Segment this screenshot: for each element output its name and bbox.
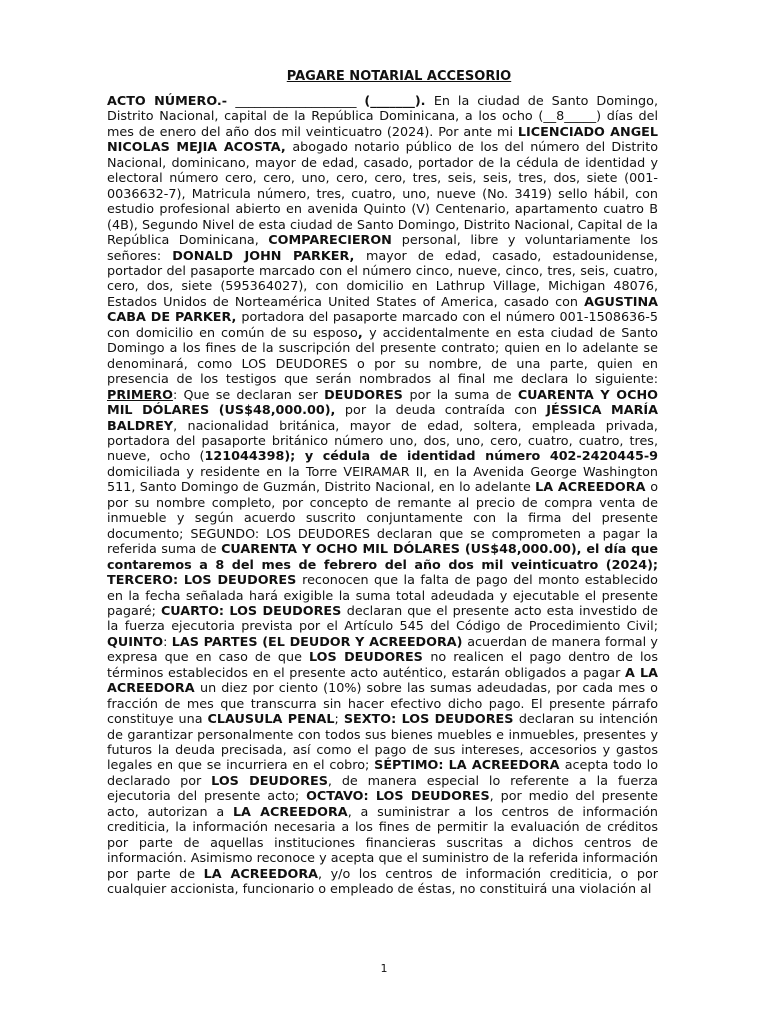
text-run: acuerdan de manera formal y expresa que en caso de que (107, 634, 658, 666)
bold-text-run: LICENCIADO ANGEL NICOLAS MEJIA ACOSTA, (107, 124, 658, 156)
text-run: portadora del pasaporte marcado con el número 001-1508636-5 con domicilio en común de su esposo (107, 310, 658, 341)
text-run: domiciliada y residente en la Torre VEIRAMAR II, en la Avenida George Washington 511, Santo Domingo de Guzmán, Distrito Nacional, en lo adelante (107, 464, 658, 496)
bold-text-run: LOS DEUDORES (211, 773, 328, 789)
bold-text-run: PRIMERO (107, 387, 173, 403)
text-run: declaran que el presente acto esta investido de la fuerza ejecutoria prevista por el Artículo 545 del Código de Procedimiento Civil; (107, 603, 659, 635)
bold-text-run: CUARTO: LOS DEUDORES (160, 603, 347, 619)
bold-text-run: ACTO NÚMERO.- (107, 94, 236, 109)
text-run: , y/o los centros de información crediticia, o por cualquier accionista, funcionario o empleado de éstas, no constituirá una violación al (107, 866, 658, 898)
text-run: acepta todo lo declarado por (107, 758, 658, 789)
text-run: un diez por ciento (10%) sobre las sumas adeudadas, por cada mes o fracción de mes que transcurra sin hacer efectivo dicho pago. El presente párrafo constituye una (107, 681, 658, 728)
bold-text-run: QUINTO (107, 634, 164, 650)
text-run: , de manera especial lo referente a la fuerza ejecutoria del presente acto; (107, 773, 658, 805)
bold-text-run: DONALD JOHN PARKER, (172, 248, 366, 264)
bold-text-run: LA ACREEDORA (232, 804, 348, 820)
text-run: personal, libre y voluntariamente los señores: (107, 233, 658, 264)
bold-text-run: CLAUSULA PENAL (207, 712, 335, 728)
text-run: abogado notario público de los del número del Distrito Nacional, dominicano, mayor de edad, casado, portador de la cédula de identidad y electoral número cero, cero, uno, cero, cero, tres, seis, seis, tres, dos, siete (001-0036632-7), Matricula número, tres, cuatro, uno, nueve (No. 3419) sello hábil, con estudio profesional abierto en avenida Quinto (V) Centenario, apartamento cuatro B (4B), Segundo Nivel de esta ciudad de Santo Domingo, Distrito Nacional, Capital de la República Dominicana, (107, 140, 658, 249)
document-body (107, 94, 658, 898)
bold-text-run: DEUDORES (324, 387, 410, 403)
bold-text-run: LAS PARTES (EL DEUDOR Y ACREEDORA) (171, 634, 468, 650)
text-run: , nacionalidad británica, mayor de edad, soltera, empleada privada, portadora del pasaporte británico número uno, dos, uno, cero, cuatro, cuatro, tres, nueve, ocho ( (107, 418, 658, 465)
text-run: : (163, 634, 172, 650)
bold-text-run: 121044398); y cédula de identidad número 402-2420445-9 (204, 449, 658, 465)
bold-text-run: LA ACREEDORA (535, 480, 651, 496)
text-run: En la ciudad de Santo Domingo, Distrito Nacional, capital de la República Dominicana, a los ocho (__8_____) días del mes de enero del año dos mil veinticuatro (2024). Por ante mi (107, 94, 658, 140)
text-run: declaran su intención de garantizar personalmente con todos sus bienes muebles e inmuebles, presentes y futuros la deuda precisada, así como el pago de sus intereses, accesorios y gastos legales en que se incurriera en el cobro; (107, 712, 658, 774)
text-run: reconocen que la falta de pago del monto establecido en la fecha señalada hará exigible la suma total adeudada y ejecutable el presente pagaré; (107, 573, 658, 619)
text-run: o por su nombre completo, por concepto de remante al precio de compra venta de inmueble y según acuerdo suscrito conjuntamente con la firma del presente documento; SEGUNDO: LOS DEUDORES declaran que se comprometen a pagar la referida suma de (107, 480, 658, 558)
document-title: PAGARE NOTARIAL ACCESORIO (286, 69, 512, 84)
bold-text-run: CUARENTA Y OCHO MIL DÓLARES (US$48,000.00), el día que contaremos a 8 del mes de febrero del año dos mil veinticuatro (2024); TERCERO: LOS DEUDORES (107, 542, 658, 589)
text-run: y accidentalmente en esta ciudad de Santo Domingo a los fines de la suscripción del presente contrato; quien en lo adelante se denominará, como LOS DEUDORES o por su nombre, de una parte, quien en presencia de los testigos que serán nombrados al final me declara lo siguiente: (107, 325, 658, 388)
bold-text-run: , (357, 325, 370, 341)
bold-text-run: OCTAVO: LOS DEUDORES (306, 789, 490, 805)
text-run: ___________________ (235, 94, 365, 109)
bold-text-run: LOS DEUDORES (308, 650, 431, 666)
text-run: : Que se declaran ser (172, 387, 325, 403)
text-run: por la deuda contraída con (344, 403, 547, 419)
bold-text-run: COMPARECIERON (268, 233, 402, 249)
bold-text-run: AGUSTINA CABA DE PARKER, (107, 294, 658, 326)
bold-text-run: A LA ACREEDORA (107, 665, 658, 697)
bold-text-run: JÉSSICA MARÍA BALDREY (107, 403, 658, 434)
bold-text-run: (_______). (364, 94, 434, 109)
bold-text-run: LA ACREEDORA (203, 866, 319, 882)
bold-text-run: SÉPTIMO: LA ACREEDORA (374, 758, 565, 774)
text-run: mayor de edad, casado, estadounidense, portador del pasaporte marcado con el número cinco, nueve, cinco, tres, seis, cuatro, cero, dos, siete (595364027), con domicilio en Lathrup Village, Michigan 48076, Estados Unidos de Norteamérica United States of America, casado con (107, 248, 658, 310)
text-run: no realicen el pago dentro de los términos establecidos en el presente acto auténtico, estarán obligados a pagar (107, 650, 658, 681)
bold-text-run: CUARENTA Y OCHO MIL DÓLARES (US$48,000.00), (107, 387, 658, 419)
page-number: 1 (380, 962, 388, 975)
bold-text-run: SEXTO: LOS DEUDORES (343, 712, 519, 728)
text-run: ; (334, 712, 344, 728)
text-run: por la suma de (409, 387, 518, 403)
text-run: , a suministrar a los centros de información crediticia, la información necesaria a los fines de permitir la evaluación de créditos por parte de aquellas instituciones financieras suscritas a dichos centros de información. Asimismo reconoce y acepta que el suministro de la referida información por parte de (107, 804, 659, 882)
text-run: , por medio del presente acto, autorizan a (107, 789, 658, 820)
